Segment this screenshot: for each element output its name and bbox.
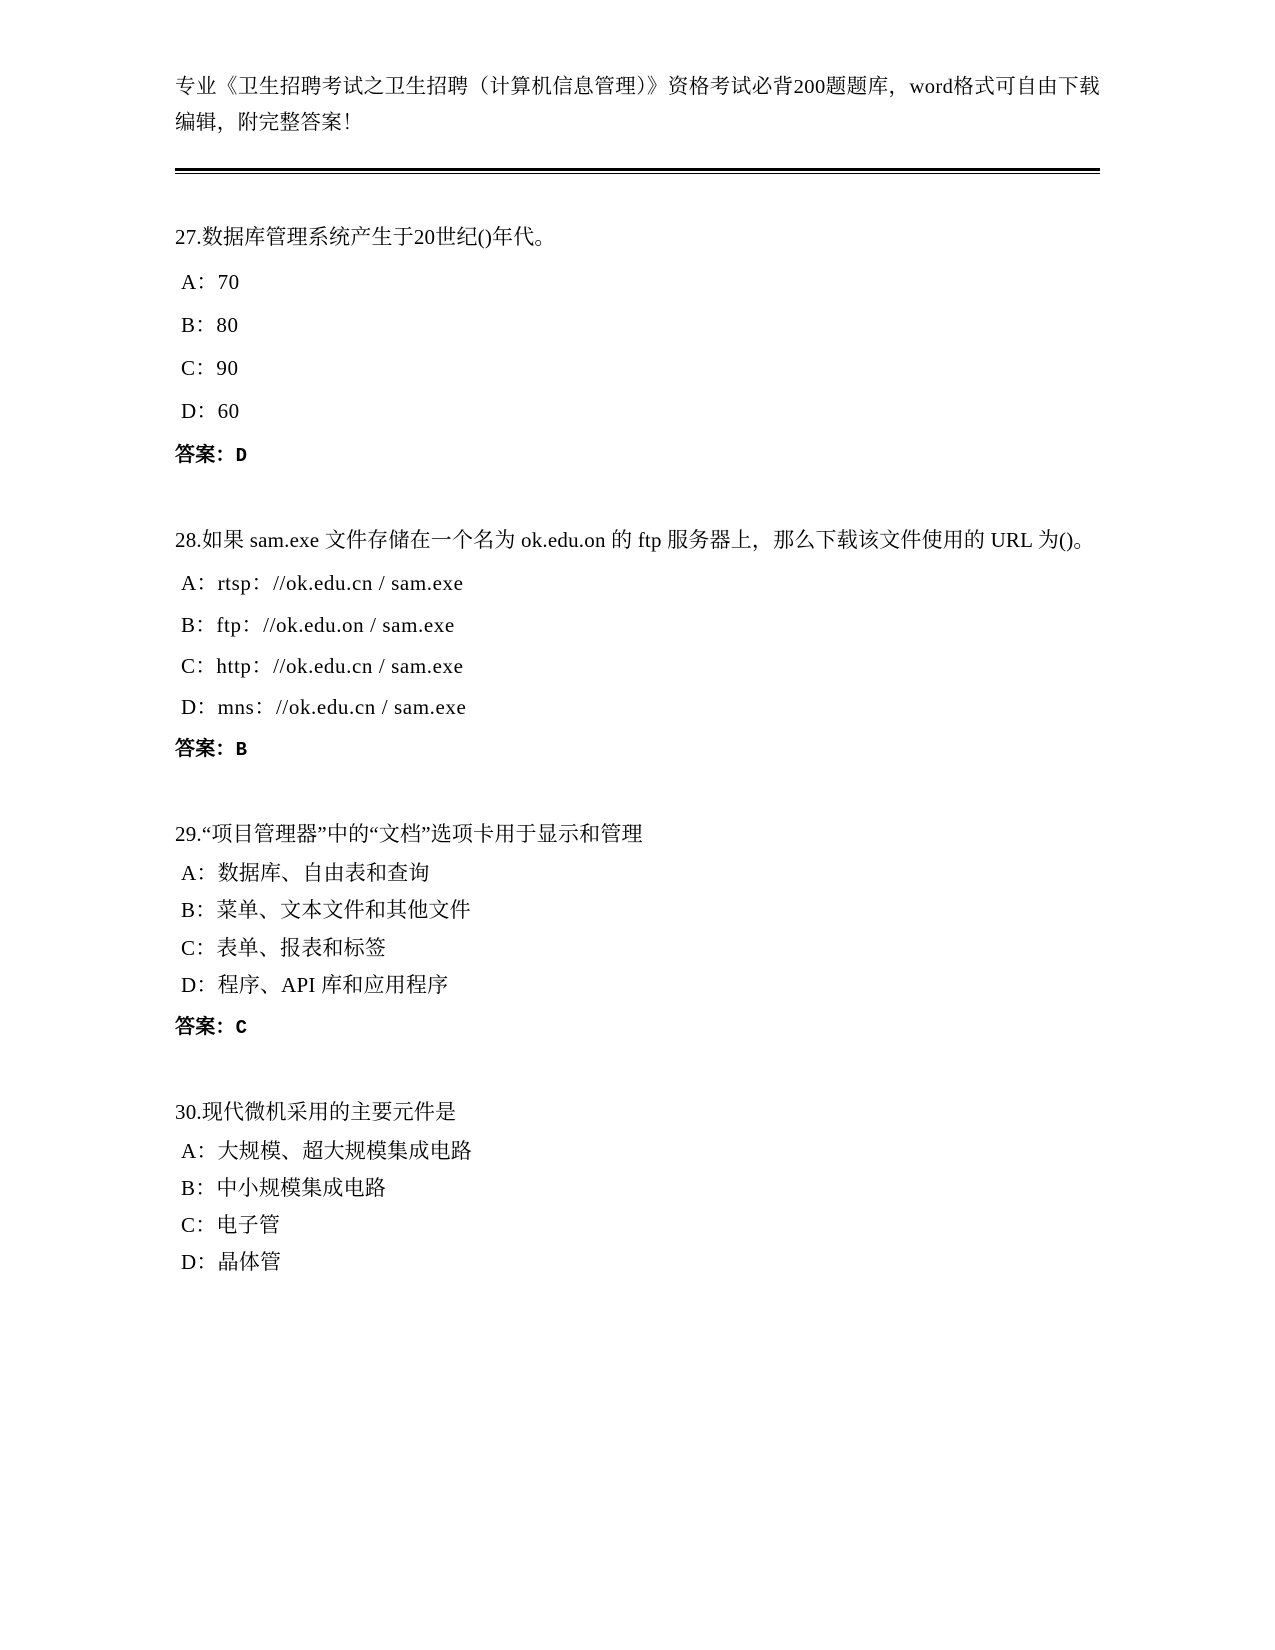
question-stem: 28.如果 sam.exe 文件存储在一个名为 ok.edu.on 的 ftp 服务器上，那么下载该文件使用的 URL 为()。 — [175, 528, 1095, 553]
header-divider — [175, 168, 1100, 174]
option-row — [175, 691, 1100, 724]
answer-prefix: 答案： — [175, 444, 236, 467]
option-label: D： — [181, 972, 218, 997]
question-item — [175, 1095, 1100, 1280]
question-item — [175, 817, 1100, 1039]
answer-value: D — [235, 445, 248, 468]
option-label: C： — [181, 356, 217, 381]
option-text: 80 — [216, 312, 239, 337]
option-text: 60 — [217, 399, 240, 424]
option-label: D： — [181, 1250, 218, 1275]
answer-value: C — [235, 1016, 248, 1039]
option-label: A： — [181, 1138, 218, 1163]
option-label: B： — [181, 312, 217, 337]
option-label: B： — [181, 612, 217, 637]
option-label: C： — [181, 653, 217, 678]
option-row — [175, 266, 1100, 299]
option-row — [175, 352, 1100, 385]
option-row — [175, 567, 1100, 600]
option-text: 程序、API 库和应用程序 — [217, 972, 449, 997]
option-row — [175, 609, 1100, 642]
option-row — [175, 395, 1100, 428]
option-text: mns：//ok.edu.cn / sam.exe — [217, 694, 467, 719]
option-row — [175, 650, 1100, 683]
option-label: A： — [181, 571, 218, 596]
option-text: 90 — [216, 356, 239, 381]
question-item — [175, 523, 1100, 761]
option-text: rtsp：//ok.edu.cn / sam.exe — [217, 571, 464, 596]
option-text: 70 — [217, 269, 240, 294]
option-text: 数据库、自由表和查询 — [217, 861, 430, 886]
answer-value: B — [235, 739, 248, 762]
answer-row — [175, 1010, 1100, 1039]
option-label: B： — [181, 1176, 217, 1201]
option-row — [175, 1172, 1100, 1205]
answer-row — [175, 732, 1100, 761]
option-row — [175, 857, 1100, 890]
document-header-title: 专业《卫生招聘考试之卫生招聘（计算机信息管理）》资格考试必背200题题库，word格式可自由下载编辑，附完整答案！ — [175, 76, 1100, 134]
option-text: 菜单、文本文件和其他文件 — [216, 898, 471, 923]
answer-row — [175, 438, 1100, 467]
answer-prefix: 答案： — [175, 1015, 236, 1038]
question-item — [175, 220, 1100, 468]
option-label: A： — [181, 269, 218, 294]
option-label: D： — [181, 399, 218, 424]
option-label: B： — [181, 898, 217, 923]
option-text: 电子管 — [216, 1213, 281, 1238]
option-text: 晶体管 — [217, 1250, 282, 1275]
question-list — [175, 220, 1100, 1280]
question-stem: 29.“项目管理器”中的“文档”选项卡用于显示和管理 — [175, 822, 643, 847]
answer-prefix: 答案： — [175, 738, 236, 761]
option-row — [175, 1246, 1100, 1279]
option-row — [175, 932, 1100, 965]
option-text: 表单、报表和标签 — [216, 935, 387, 960]
option-label: A： — [181, 861, 218, 886]
option-text: 大规模、超大规模集成电路 — [217, 1138, 472, 1163]
option-row — [175, 969, 1100, 1002]
option-label: D： — [181, 694, 218, 719]
option-text: ftp：//ok.edu.on / sam.exe — [216, 612, 455, 637]
option-label: C： — [181, 935, 217, 960]
option-row — [175, 309, 1100, 342]
option-text: 中小规模集成电路 — [216, 1176, 387, 1201]
option-text: http：//ok.edu.cn / sam.exe — [216, 653, 464, 678]
question-stem: 30.现代微机采用的主要元件是 — [175, 1099, 457, 1124]
question-stem: 27.数据库管理系统产生于20世纪()年代。 — [175, 224, 556, 249]
option-row — [175, 894, 1100, 927]
option-label: C： — [181, 1213, 217, 1238]
option-row — [175, 1209, 1100, 1242]
option-row — [175, 1135, 1100, 1168]
